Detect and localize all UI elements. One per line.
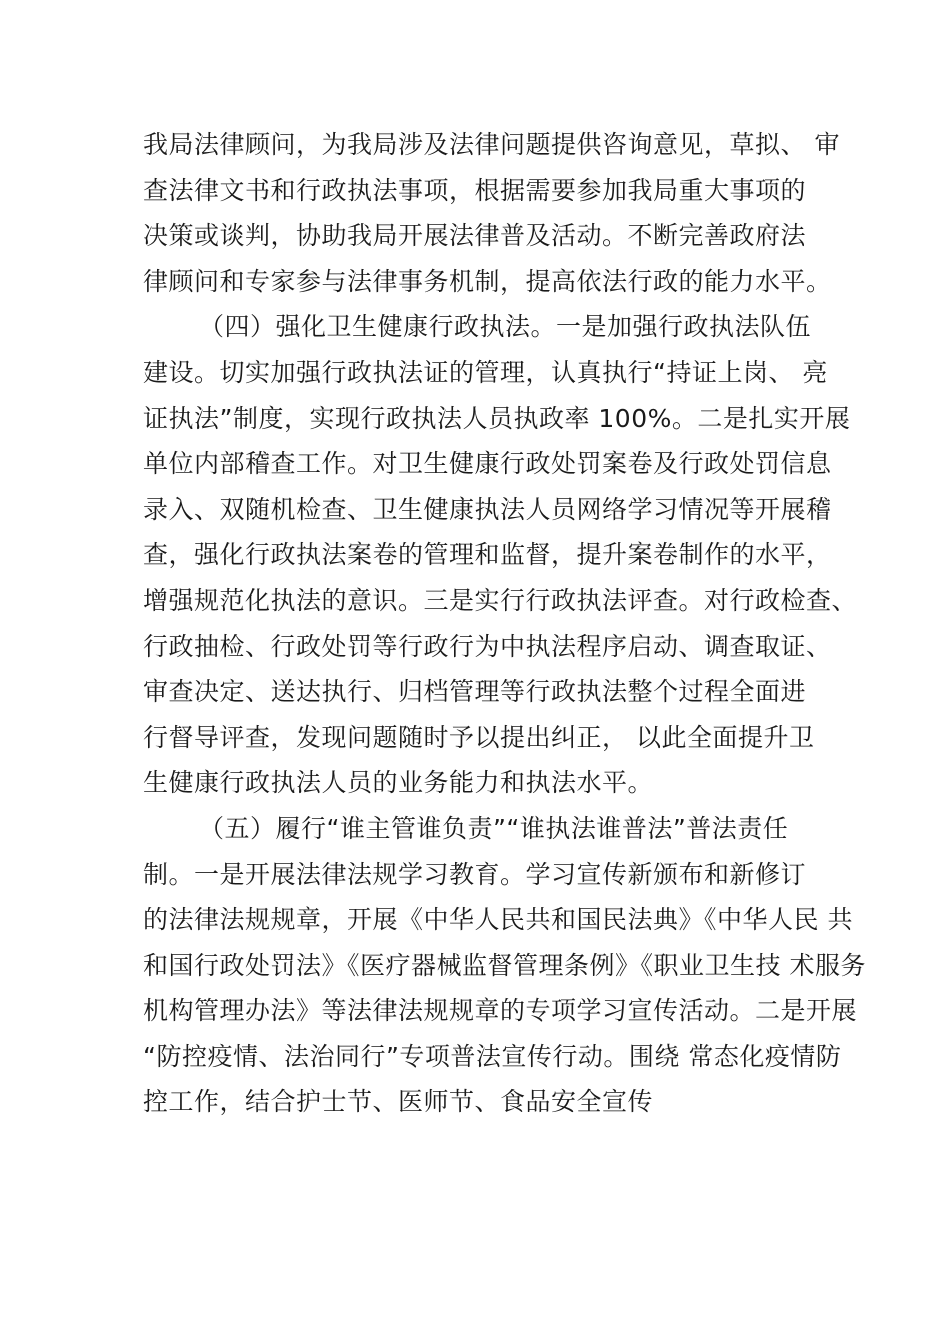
text-line: 录入、双随机检查、卫生健康执法人员网络学习情况等开展稽: [143, 494, 832, 524]
text-line: 决策或谈判，协助我局开展法律普及活动。不断完善政府法: [143, 221, 807, 251]
text-line: 制。一是开展法律法规学习教育。学习宣传新颁布和新修订: [143, 859, 807, 889]
text-line: “防控疫情、法治同行”专项普法宣传行动。围绕 常态化疫情防: [143, 1041, 842, 1071]
text-line: 行政抽检、行政处罚等行政行为中执法程序启动、调查取证、: [143, 631, 832, 661]
text-line: 控工作，结合护士节、医师节、食品安全宣传: [143, 1087, 654, 1117]
text-line: 我局法律顾问，为我局涉及法律问题提供咨询意见，草拟、 审: [143, 130, 840, 159]
text-line: 证执法”制度，实现行政执法人员执政率 100%。二是扎实开展: [143, 403, 851, 433]
section-five-heading-line: （五）履行“谁主管谁负责”“谁执法谁普法”普法责任: [199, 813, 789, 843]
body-text: [143, 122, 866, 1125]
text-line: 审查决定、送达执行、归档管理等行政执法整个过程全面进: [143, 677, 807, 707]
text-line: 律顾问和专家参与法律事务机制，提高依法行政的能力水平。: [143, 266, 832, 296]
text-line: 单位内部稽查工作。对卫生健康行政处罚案卷及行政处罚信息: [143, 449, 832, 479]
text-line: 生健康行政执法人员的业务能力和执法水平。: [143, 768, 654, 798]
text-line: 和国行政处罚法》《医疗器械监督管理条例》《职业卫生技 术服务: [143, 950, 866, 980]
text-line: 查法律文书和行政执法事项，根据需要参加我局重大事项的: [143, 175, 807, 205]
text-line: 建设。切实加强行政执法证的管理，认真执行“持证上岗、 亮: [143, 357, 828, 387]
text-line: 查，强化行政执法案卷的管理和监督，提升案卷制作的水平，: [143, 540, 832, 570]
text-line: 机构管理办法》等法律法规规章的专项学习宣传活动。二是开展: [143, 996, 858, 1026]
text-line: 增强规范化执法的意识。三是实行行政执法评查。对行政检查、: [143, 585, 858, 615]
text-line: 行督导评查，发现问题随时予以提出纠正， 以此全面提升卫: [143, 722, 815, 752]
section-four-heading-line: （四）强化卫生健康行政执法。一是加强行政执法队伍: [199, 312, 812, 342]
text-line: 的法律法规规章，开展《中华人民共和国民法典》《中华人民 共: [143, 905, 853, 935]
